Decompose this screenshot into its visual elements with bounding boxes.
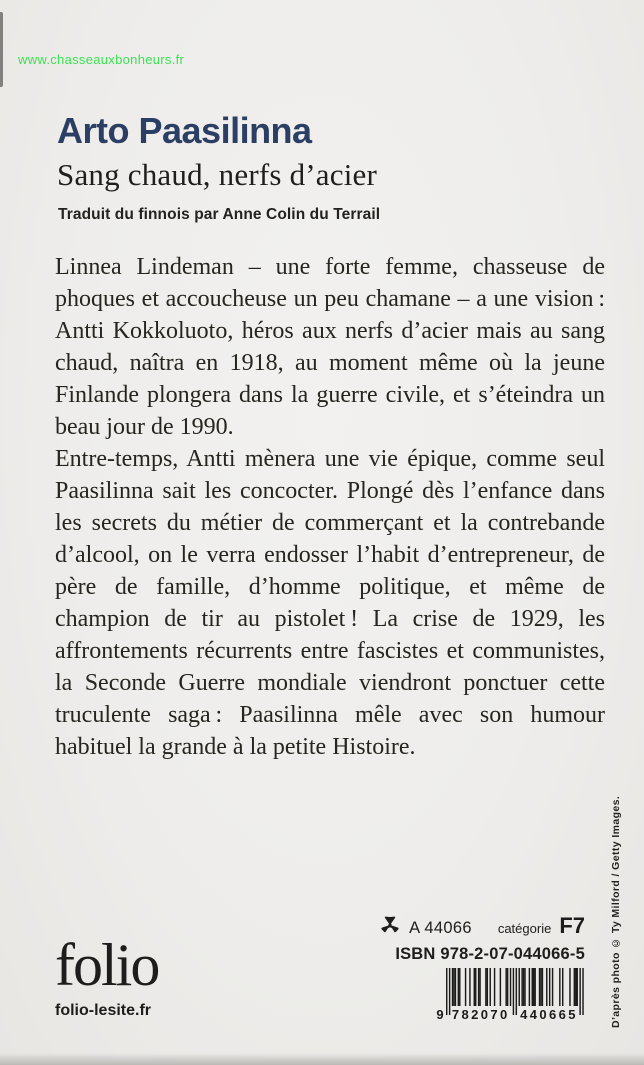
publisher-logo: folio [55, 932, 159, 998]
synopsis-paragraph-2: Entre-temps, Antti mènera une vie épique, comme seul Paasilinna sait les concocter. Plongé dès l’enfance dans les secrets du métier de commerçant et la contrebande d’alcool, on le verra endosser l’habit d’entrepreneur, de père de famille, d’homme politique, et même de champion de tir au pistolet ! La crise de 1929, les affrontements récurrents entre fascistes et communistes, la Seconde Guerre mondiale viendront ponctuer cette truculente saga : Paasilinna mêle avec son humour habituel la grande à la petite Histoire. [55, 446, 605, 760]
isbn-number: ISBN 978-2-07-044066-5 [395, 945, 585, 963]
category-value: F7 [559, 913, 585, 938]
photo-edge-artifact [0, 12, 3, 87]
publisher-website: folio-lesite.fr [55, 1002, 152, 1019]
svg-text:9: 9 [436, 1007, 444, 1021]
print-info-block [381, 913, 585, 1021]
catalog-code: A 44066 [409, 919, 472, 937]
translator-credit: Traduit du finnois par Anne Colin du Terrail [58, 206, 381, 223]
synopsis-paragraph-1: Linnea Lindeman – une forte femme, chasseuse de phoques et accoucheuse un peu chamane – a une vision : Antti Kokkoluoto, héros aux nerfs d’acier mais au sang chaud, naîtra en 1918, au moment même où la jeune Finlande plongera dans la guerre civile, et s’éteindra un beau jour de 1990. [55, 254, 605, 440]
book-title: Sang chaud, nerfs d’acier [57, 157, 378, 192]
publisher-pictogram-icon [381, 916, 399, 936]
category-label: catégorie [497, 921, 552, 936]
photo-credit: D’après photo © Ty Milford / Getty Images. [610, 795, 622, 1028]
photo-edge-shadow [0, 1053, 644, 1065]
publisher-logo-block [55, 932, 159, 1020]
author-name: Arto Paasilinna [57, 110, 312, 151]
watermark-url: www.chasseauxbonheurs.fr [18, 52, 185, 67]
ean13-barcode [381, 968, 585, 1021]
svg-text:782070: 782070 [451, 1007, 510, 1021]
synopsis-text [55, 251, 605, 763]
catalog-line [381, 913, 585, 939]
svg-text:440665: 440665 [520, 1007, 578, 1021]
